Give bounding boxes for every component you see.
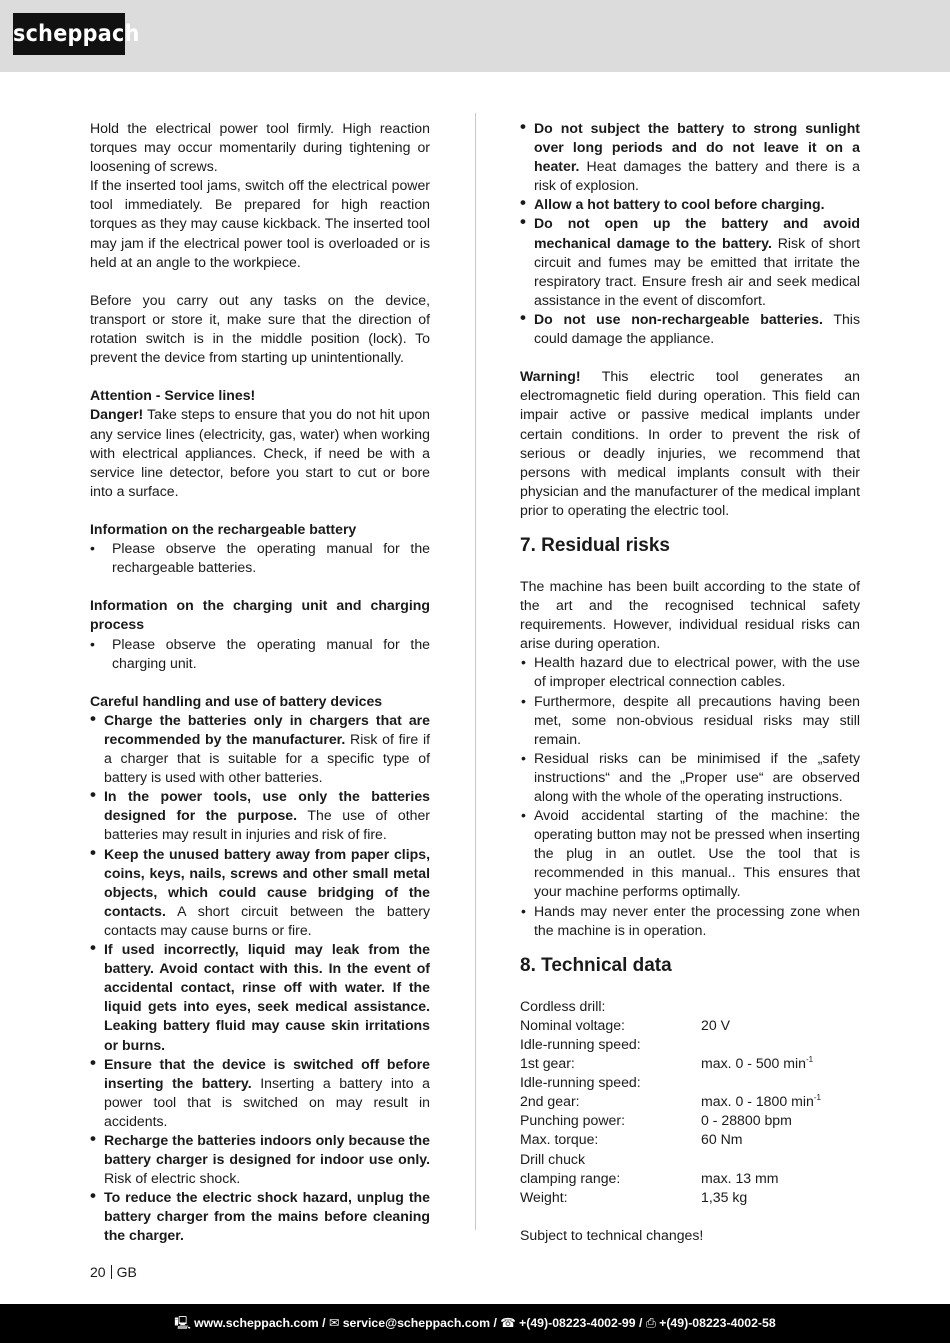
tech-value: [701, 1150, 860, 1169]
table-row: [520, 1130, 860, 1149]
warning-paragraph: Warning! This electric tool generates an electromagnetic field during operation. This field can impair active or passive medical implants under certain conditions. In order to prevent the risk of serious or deadly injuries, we recommend that persons with medical implants consult with their physician and the manufacturer of the medical implant prior to operating the electric tool.: [520, 368, 860, 518]
column-divider: [475, 113, 476, 1230]
footer-website[interactable]: www.scheppach.com /: [194, 1316, 326, 1330]
left-column: [90, 119, 430, 1246]
careful-handling-list: [90, 711, 430, 1246]
unit-exponent: -1: [813, 1093, 821, 1103]
list-item: • Recharge the batteries indoors only because the battery charger is designed for indoor use only. Risk of electric shock.: [90, 1131, 430, 1188]
tech-label: Idle-running speed:: [520, 1074, 641, 1091]
list-item: • To reduce the electric shock hazard, unplug the battery charger from the mains before cleaning the charger.: [90, 1188, 430, 1245]
list-item: • Avoid accidental starting of the machine: the operating button may not be pressed when inserting the plug in an outlet. Use the tool that is recommended in this manual.. This ensures that your machine performs optimally.: [520, 806, 860, 901]
tech-value: 1,35 kg: [701, 1188, 748, 1205]
list-item: • Do not subject the battery to strong sunlight over long periods and do not leave it on a heater. Heat damages the battery and there is a risk of explosion.: [520, 119, 860, 195]
section-title-residual-risks: 7. Residual risks: [520, 534, 670, 556]
section-heading: Attention - Service lines!: [90, 387, 256, 404]
tech-label: Punching power:: [520, 1112, 625, 1129]
list-item: • Ensure that the device is switched off before inserting the battery. Inserting a battery into a power tool that is switched on may result in accidents.: [90, 1055, 430, 1131]
tech-value: 0 - 28800 bpm: [701, 1112, 792, 1129]
tech-value: 20 V: [701, 1016, 730, 1033]
unit-exponent: -1: [805, 1055, 814, 1065]
right-column: [520, 119, 860, 1245]
list-item: • Please observe the operating manual for the rechargeable batteries.: [90, 539, 430, 577]
tech-label: Drill chuck: [520, 1150, 585, 1167]
brand-logo: scheppach: [13, 13, 125, 55]
list-item: • Allow a hot battery to cool before charging.: [520, 195, 860, 214]
page-footer: [0, 1304, 950, 1343]
tech-label: clamping range:: [520, 1169, 621, 1186]
tech-label: 1st gear:: [520, 1055, 575, 1072]
tech-value: [701, 1073, 860, 1092]
list-item: • Health hazard due to electrical power, with the use of improper electrical connection cables.: [520, 653, 860, 691]
tech-value: [701, 997, 860, 1016]
paragraph: Before you carry out any tasks on the device, transport or store it, make sure that the direction of rotation switch is in the middle position (lock). To prevent the device from starting up unintentionally.: [90, 291, 430, 366]
tech-value: max. 0 - 500 $\min^{-1}$: [701, 1055, 814, 1072]
paragraph: If the inserted tool jams, switch off the electrical power tool immediately. Be prepared for high reaction torques as they may cause kickback. The inserted tool may jam if the electrical power tool is overloaded or is held at an angle to the workpiece.: [90, 177, 430, 270]
paragraph: Danger! Take steps to ensure that you do not hit upon any service lines (electricity, gas, water) when working with electrical appliances. Check, if need be with a service line detector, before you start to cut or bore into a surface.: [90, 406, 430, 499]
residual-risks-list: [520, 653, 860, 939]
list-item: • Residual risks can be minimised if the „safety instructions“ and the „Proper use“ are observed along with the whole of the operating instructions.: [520, 749, 860, 806]
warning-label: Warning!: [520, 368, 581, 385]
list-item: • If used incorrectly, liquid may leak from the battery. Avoid contact with this. In the event of accidental contact, rinse off with water. If the liquid gets into eyes, seek medical assistance. Leaking battery fluid may cause skin irritations or burns.: [90, 940, 430, 1055]
table-row: [520, 1073, 860, 1092]
section-heading: Information on the rechargeable battery: [90, 520, 357, 537]
tech-label: 2nd gear:: [520, 1093, 580, 1110]
section-heading: Careful handling and use of battery devices: [90, 692, 383, 709]
section-title-technical-data: 8. Technical data: [520, 954, 672, 976]
battery-warning-list: [520, 119, 860, 348]
list-item: • Do not open up the battery and avoid mechanical damage to the battery. Risk of short circuit and fumes may be emitted that irritate the respiratory tract. Ensure fresh air and seek medical assistance in the event of discomfort.: [520, 214, 860, 309]
list-item: • Furthermore, despite all precautions having been met, some non-obvious residual risks may still remain.: [520, 692, 860, 749]
table-row: [520, 1169, 860, 1188]
table-row: [520, 1016, 860, 1035]
tech-label: Weight:: [520, 1188, 568, 1205]
table-row: [520, 1092, 860, 1111]
table-row: [520, 1054, 860, 1073]
paragraph: The machine has been built according to the state of the art and the recognised technical safety requirements. However, individual residual risks can arise during operation.: [520, 577, 860, 652]
tech-label: Nominal voltage:: [520, 1016, 625, 1033]
tech-value: 60 Nm: [701, 1131, 743, 1148]
technical-data-table: [520, 997, 860, 1207]
table-row: [520, 1150, 860, 1169]
table-row: [520, 1035, 860, 1054]
tech-label: Max. torque:: [520, 1131, 599, 1148]
table-row: [520, 1111, 860, 1130]
computer-icon: 🖳︎: [174, 1316, 191, 1330]
subject-note: Subject to technical changes!: [520, 1226, 704, 1243]
list-item: • Charge the batteries only in chargers that are recommended by the manufacturer. Risk of fire if a charger that is suitable for a specific type of battery is used with other batteries.: [90, 711, 430, 787]
list-item: • Do not use non-rechargeable batteries. This could damage the appliance.: [520, 310, 860, 348]
list-item: • Please observe the operating manual for the charging unit.: [90, 635, 430, 673]
tech-label: Cordless drill:: [520, 997, 606, 1014]
tech-value: max. 13 mm: [701, 1169, 779, 1186]
footer-fax: +(49)-08223-4002-58: [659, 1316, 776, 1330]
mail-icon: ✉︎: [328, 1316, 340, 1330]
fax-icon: ⎙: [645, 1316, 656, 1330]
list-item: • Keep the unused battery away from paper clips, coins, keys, nails, screws and other small metal objects, which could cause bridging of the contacts. A short circuit between the battery contacts may cause burns or fire.: [90, 845, 430, 940]
footer-email[interactable]: service@scheppach.com /: [342, 1316, 497, 1330]
tech-value: max. 0 - 1800 $\min^{-1}$: [701, 1093, 821, 1110]
page-header: [0, 0, 950, 72]
list-item: • In the power tools, use only the batteries designed for the purpose. The use of other batteries may result in injuries and risk of fire.: [90, 787, 430, 844]
section-heading: Information on the charging unit and charging process: [90, 597, 430, 633]
separator: [111, 1265, 112, 1279]
danger-label: Danger!: [90, 406, 144, 423]
tech-label: Idle-running speed:: [520, 1035, 641, 1052]
page-number: 20 GB: [90, 1264, 137, 1280]
table-row: [520, 1188, 860, 1207]
table-row: [520, 997, 860, 1016]
paragraph: Hold the electrical power tool firmly. High reaction torques may occur momentarily during tightening or loosening of screws.: [90, 120, 430, 175]
list-item: • Hands may never enter the processing zone when the machine is in operation.: [520, 902, 860, 940]
footer-phone: +(49)-08223-4002-99 /: [519, 1316, 643, 1330]
phone-icon: ☎︎: [500, 1316, 516, 1330]
tech-value: [701, 1035, 860, 1054]
